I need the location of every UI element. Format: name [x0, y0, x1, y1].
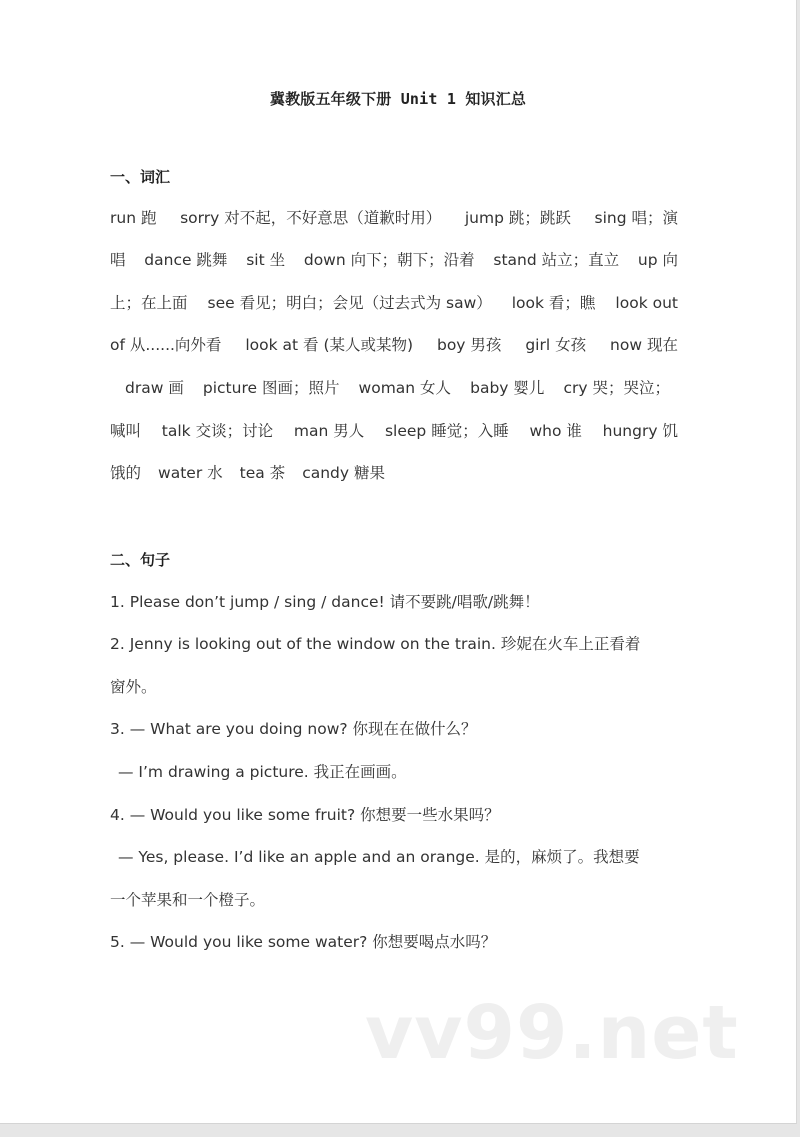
vocab-entry: cry 哭；哭泣；: [563, 379, 670, 397]
vocab-entry: picture 图画；照片: [202, 379, 340, 397]
vocab-entry: stand 站立；直立: [493, 251, 620, 269]
vocabulary-line-5: [125, 378, 670, 398]
sentence-4-question: 4. — Would you like some fruit? 你想要一些水果吗？: [110, 806, 500, 824]
vocabulary-line-7: [110, 463, 385, 483]
vocabulary-line-3: [110, 293, 678, 313]
vocab-entry: man 男人: [293, 422, 365, 440]
vocab-entry: woman 女人: [358, 379, 452, 397]
sentences-heading: 二、句子: [110, 551, 171, 569]
vocab-entry: dance 跳舞: [144, 251, 228, 269]
vocab-entry: water 水: [158, 464, 223, 482]
vocab-entry: sleep 睡觉；入睡: [384, 422, 509, 440]
watermark: vv99.net: [365, 990, 739, 1076]
vocab-entry: run 跑: [110, 209, 157, 227]
vocab-entry: 喊叫: [110, 422, 142, 440]
vocab-entry: look out: [615, 294, 678, 312]
document-title: 冀教版五年级下册 Unit 1 知识汇总: [269, 90, 527, 108]
vocab-entry: candy 糖果: [302, 464, 385, 482]
vocab-entry: sit 坐: [246, 251, 286, 269]
vocab-entry: 饿的: [110, 464, 142, 482]
vocab-entry: look 看；瞧: [511, 294, 596, 312]
vocab-entry: baby 婴儿: [470, 379, 545, 397]
vocab-entry: see 看见；明白；会见（过去式为 saw）: [207, 294, 492, 312]
vocab-entry: hungry 饥: [602, 422, 678, 440]
sentence-2: 2. Jenny is looking out of the window on the train. 珍妮在火车上正看着: [110, 635, 641, 653]
vocab-entry: down 向下；朝下；沿着: [303, 251, 475, 269]
vocabulary-line-2: [110, 250, 678, 270]
vocab-entry: look at 看 (某人或某物): [245, 336, 414, 354]
sentence-3-answer: — I’m drawing a picture. 我正在画画。: [118, 763, 407, 781]
vocab-entry: draw 画: [125, 379, 184, 397]
sentence-1: 1. Please don’t jump / sing / dance! 请不要跳/唱歌/跳舞！: [110, 593, 540, 611]
vocab-entry: talk 交谈；讨论: [161, 422, 274, 440]
vocab-entry: who 谁: [529, 422, 582, 440]
sentence-3-question: 3. — What are you doing now? 你现在在做什么？: [110, 720, 477, 738]
vocab-entry: girl 女孩: [525, 336, 587, 354]
vocab-entry: 上；在上面: [110, 294, 188, 312]
sentence-5-question: 5. — Would you like some water? 你想要喝点水吗？: [110, 933, 497, 951]
sentence-4-answer-continued: 一个苹果和一个橙子。: [110, 891, 266, 909]
vocab-entry: boy 男孩: [436, 336, 502, 354]
vocabulary-line-4: [110, 335, 678, 355]
vocabulary-heading: 一、词汇: [110, 168, 171, 186]
vocab-entry: now 现在: [610, 336, 678, 354]
vocab-entry: jump 跳；跳跃: [464, 209, 571, 227]
vocab-entry: of 从......向外看: [110, 336, 222, 354]
sentence-4-answer: — Yes, please. I’d like an apple and an orange. 是的，麻烦了。我想要: [118, 848, 640, 866]
vocabulary-line-6: [110, 421, 678, 441]
vocab-entry: tea 茶: [239, 464, 286, 482]
vocab-entry: sing 唱；演: [594, 209, 678, 227]
vocab-entry: 唱: [110, 251, 126, 269]
vocab-entry: up 向: [637, 251, 678, 269]
vocabulary-line-1: [110, 208, 678, 228]
sentence-2-continued: 窗外。: [110, 678, 157, 696]
vocab-entry: sorry 对不起，不好意思（道歉时用）: [180, 209, 442, 227]
